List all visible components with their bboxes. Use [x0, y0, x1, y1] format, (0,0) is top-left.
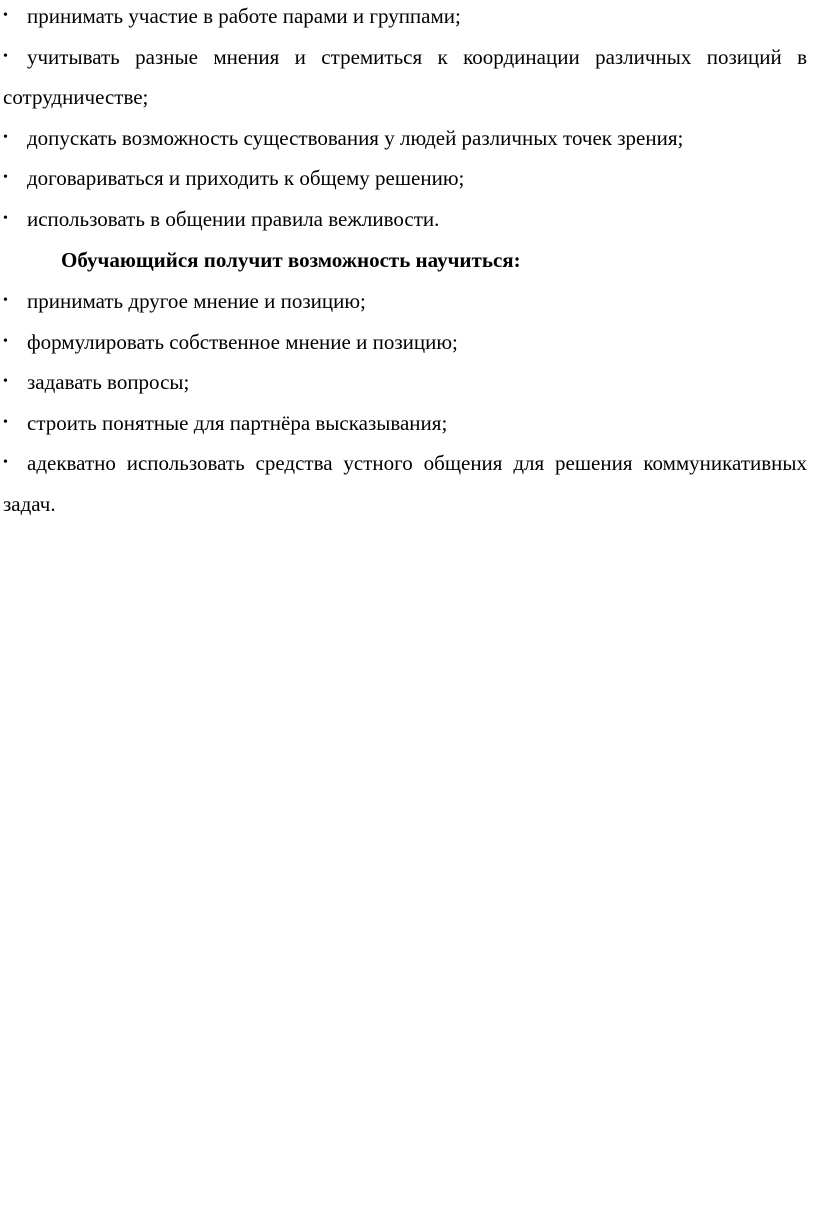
- list-item: [3, 443, 807, 524]
- bullet-icon: •: [3, 374, 8, 389]
- opportunities-list: [3, 281, 807, 524]
- list-item: [3, 158, 807, 199]
- list-item-text: договариваться и приходить к общему решению;: [27, 166, 465, 190]
- bullet-icon: •: [3, 170, 8, 185]
- list-item: [3, 362, 807, 403]
- list-item-text: задавать вопросы;: [27, 370, 190, 394]
- bullet-icon: •: [3, 8, 8, 23]
- list-item-text: учитывать разные мнения и стремиться к координации различных позиций в сотрудничестве;: [3, 44, 807, 109]
- list-item-text: формулировать собственное мнение и позицию;: [27, 329, 458, 354]
- bullet-icon: •: [3, 333, 8, 349]
- list-item-text: допускать возможность существования у людей различных точек зрения;: [27, 125, 684, 150]
- list-item-text: использовать в общении правила вежливости.: [27, 206, 440, 231]
- list-item-text: адекватно использовать средства устного общения для решения коммуникативных задач.: [3, 451, 807, 516]
- skills-list: [3, 0, 807, 239]
- list-item-text: строить понятные для партнёра высказывания;: [27, 410, 448, 435]
- list-item: [3, 322, 807, 363]
- bullet-icon: •: [3, 129, 8, 145]
- bullet-icon: •: [3, 293, 8, 308]
- list-item: [3, 0, 807, 37]
- bullet-icon: •: [3, 455, 8, 470]
- bullet-icon: •: [3, 414, 8, 430]
- list-item: [3, 199, 807, 240]
- bullet-icon: •: [3, 210, 8, 226]
- bullet-icon: •: [3, 48, 8, 64]
- list-item-text: принимать другое мнение и позицию;: [27, 289, 366, 313]
- list-item: [3, 37, 807, 118]
- list-item: [3, 403, 807, 444]
- list-item: [3, 118, 807, 159]
- list-item: [3, 281, 807, 322]
- list-item-text: принимать участие в работе парами и группами;: [27, 4, 461, 28]
- section-subheading: Обучающийся получит возможность научиться:: [61, 248, 521, 272]
